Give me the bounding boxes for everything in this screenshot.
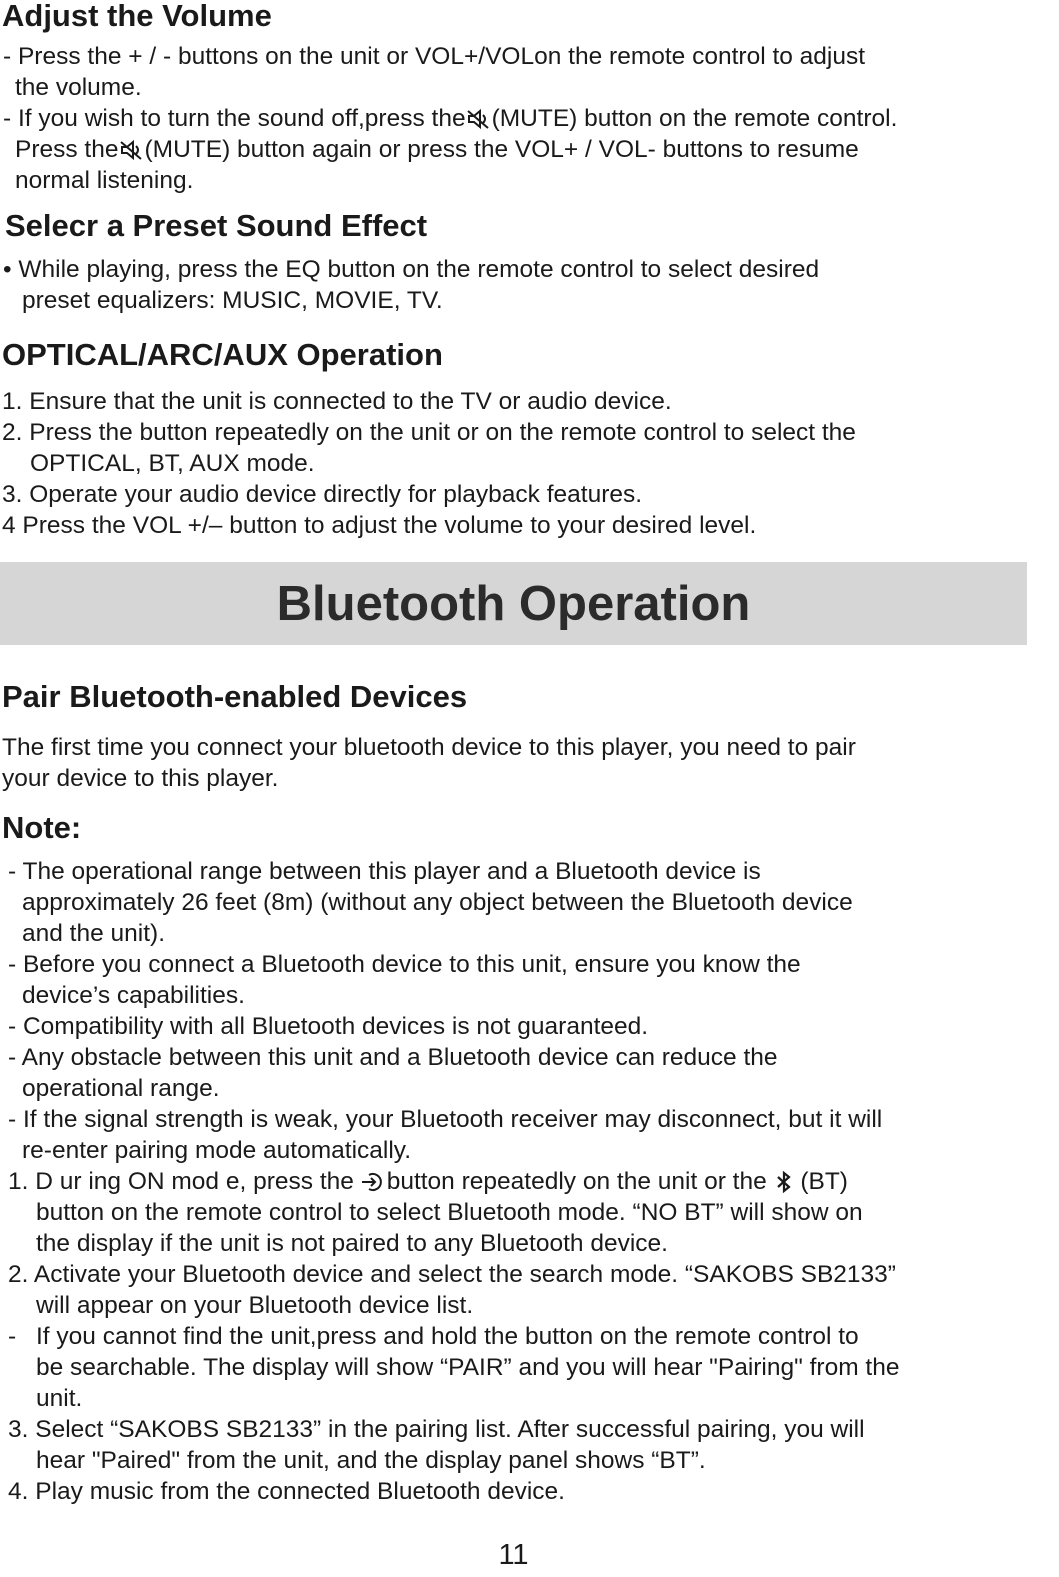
preset-line-1: • While playing, press the EQ button on the remote control to select desired xyxy=(3,256,820,283)
pair-line-1: The first time you connect your bluetooth device to this player, you need to pair xyxy=(2,734,856,761)
preset-line-2: preset equalizers: MUSIC, MOVIE, TV. xyxy=(22,287,443,314)
volume-line-5: normal listening. xyxy=(15,167,194,194)
bluetooth-icon xyxy=(774,1171,794,1193)
page-number: 11 xyxy=(498,1539,529,1571)
mute-icon xyxy=(466,108,492,130)
optical-line-3: OPTICAL, BT, AUX mode. xyxy=(30,450,315,477)
step-4-line-1: 4. Play music from the connected Bluetooth device. xyxy=(8,1478,565,1505)
dash-item-line-3: unit. xyxy=(36,1385,83,1412)
optical-line-1: 1. Ensure that the unit is connected to the TV or audio device. xyxy=(2,388,672,415)
pair-line-2: your device to this player. xyxy=(2,765,279,792)
heading-pair-bluetooth: Pair Bluetooth-enabled Devices xyxy=(2,679,468,714)
heading-adjust-volume: Adjust the Volume xyxy=(2,0,272,33)
step-2-line-1: 2. Activate your Bluetooth device and select the search mode. “SAKOBS SB2133” xyxy=(8,1261,896,1288)
volume-line-2: the volume. xyxy=(15,74,142,101)
optical-line-2: 2. Press the button repeatedly on the unit or on the remote control to select the xyxy=(2,419,856,446)
note-line-5: device’s capabilities. xyxy=(22,982,245,1009)
volume-line-4 xyxy=(15,135,859,165)
bluetooth-section-banner xyxy=(0,562,1027,645)
step-1-end: (BT) xyxy=(800,1168,848,1195)
step-2-line-2: will appear on your Bluetooth device list. xyxy=(36,1292,474,1319)
heading-note: Note: xyxy=(2,810,82,845)
optical-line-4: 3. Operate your audio device directly for playback features. xyxy=(2,481,643,508)
volume-line-4-end: (MUTE) button again or press the VOL+ / VOL- buttons to resume xyxy=(144,136,859,163)
volume-line-3 xyxy=(3,104,897,134)
dash-item-marker: - xyxy=(8,1323,17,1350)
note-line-2: approximately 26 feet (8m) (without any object between the Bluetooth device xyxy=(22,889,853,916)
note-line-3: and the unit). xyxy=(22,920,166,947)
source-icon xyxy=(361,1171,387,1193)
note-line-1: - The operational range between this player and a Bluetooth device is xyxy=(8,858,761,885)
step-3-line-2: hear "Paired" from the unit, and the display panel shows “BT”. xyxy=(36,1447,706,1474)
heading-preset-sound: Selecr a Preset Sound Effect xyxy=(5,208,428,243)
note-line-4: - Before you connect a Bluetooth device to this unit, ensure you know the xyxy=(8,951,801,978)
volume-line-1: - Press the + / - buttons on the unit or VOL+/VOLon the remote control to adjust xyxy=(3,43,866,70)
volume-line-3-end: (MUTE) button on the remote control. xyxy=(491,105,898,132)
note-line-9: - If the signal strength is weak, your Bluetooth receiver may disconnect, but it will xyxy=(8,1106,883,1133)
note-line-10: re-enter pairing mode automatically. xyxy=(22,1137,412,1164)
step-3-line-1: 3. Select “SAKOBS SB2133” in the pairing list. After successful pairing, you will xyxy=(8,1416,865,1443)
note-line-6: - Compatibility with all Bluetooth devices is not guaranteed. xyxy=(8,1013,649,1040)
note-line-7: - Any obstacle between this unit and a Bluetooth device can reduce the xyxy=(8,1044,778,1071)
step-1-start: 1. D ur ing ON mod e, press the xyxy=(8,1168,354,1195)
banner-title: Bluetooth Operation xyxy=(276,576,751,631)
dash-item-line-2: be searchable. The display will show “PAIR” and you will hear "Pairing" from the xyxy=(36,1354,900,1381)
step-1-line-1 xyxy=(8,1167,848,1197)
mute-icon xyxy=(119,139,145,161)
step-1-middle: button repeatedly on the unit or the xyxy=(386,1168,767,1195)
heading-optical: OPTICAL/ARC/AUX Operation xyxy=(2,337,443,372)
dash-item-line-1: If you cannot find the unit,press and hold the button on the remote control to xyxy=(36,1323,859,1350)
step-1-line-3: the display if the unit is not paired to any Bluetooth device. xyxy=(36,1230,668,1257)
step-1-line-2: button on the remote control to select Bluetooth mode. “NO BT” will show on xyxy=(36,1199,863,1226)
note-line-8: operational range. xyxy=(22,1075,220,1102)
volume-line-3-start: - If you wish to turn the sound off,press the xyxy=(3,105,466,132)
volume-line-4-start: Press the xyxy=(15,136,119,163)
optical-line-5: 4 Press the VOL +/– button to adjust the volume to your desired level. xyxy=(2,512,757,539)
